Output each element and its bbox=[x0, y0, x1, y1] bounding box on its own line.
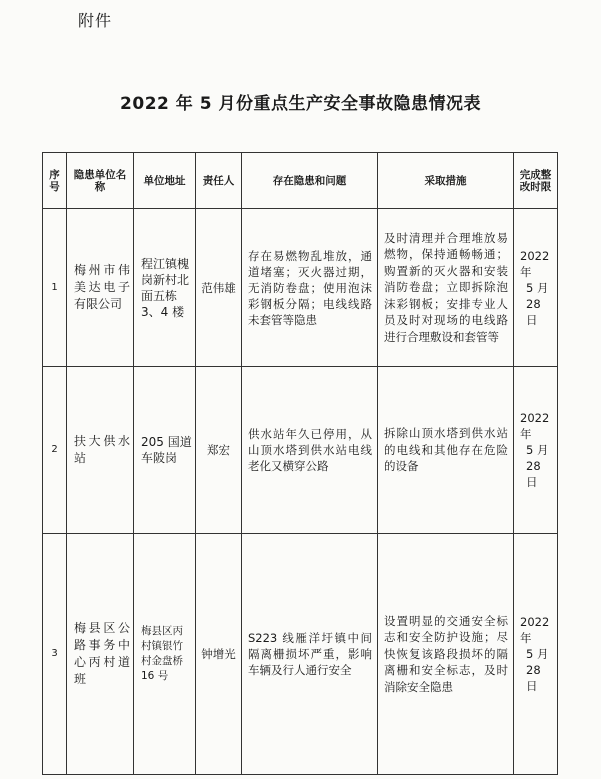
hazard-table bbox=[42, 152, 558, 775]
row-address: 梅县区丙村镇银竹村金盘桥 16 号 bbox=[134, 534, 196, 775]
header-no: 序号 bbox=[43, 153, 67, 209]
row-address: 205 国道车陂岗 bbox=[134, 367, 196, 534]
deadline-year: 2022 年 bbox=[520, 615, 550, 645]
header-deadline: 完成整改时限 bbox=[514, 153, 558, 209]
row-unit: 梅县区公路事务中心丙村道班 bbox=[67, 534, 134, 775]
deadline-month: 5 月 bbox=[526, 647, 549, 661]
deadline-day: 28 日 bbox=[526, 296, 541, 327]
row-no: 2 bbox=[43, 367, 67, 534]
table-row bbox=[43, 367, 558, 534]
row-no: 1 bbox=[43, 209, 67, 367]
header-measure: 采取措施 bbox=[378, 153, 514, 209]
table-row bbox=[43, 209, 558, 367]
row-no: 3 bbox=[43, 534, 67, 775]
header-person: 责任人 bbox=[196, 153, 242, 209]
row-deadline bbox=[514, 209, 558, 367]
row-issue: 存在易燃物乱堆放，通道堵塞；灭火器过期，无消防卷盘；使用泡沫彩钢板分隔；电线线路未套管等隐患 bbox=[242, 209, 378, 367]
deadline-month: 5 月 bbox=[526, 443, 549, 457]
row-issue: S223 线雁洋圩镇中间隔离栅损坏严重，影响车辆及行人通行安全 bbox=[242, 534, 378, 775]
deadline-day: 28 日 bbox=[526, 663, 541, 693]
deadline-year: 2022 年 bbox=[520, 248, 550, 279]
attachment-label: 附件 bbox=[78, 11, 113, 30]
row-person: 范伟雄 bbox=[196, 209, 242, 367]
header-unit: 隐患单位名称 bbox=[67, 153, 134, 209]
page-title: 2022 年 5 月份重点生产安全事故隐患情况表 bbox=[120, 94, 481, 114]
row-issue: 供水站年久已停用，从山顶水塔到供水站电线老化又横穿公路 bbox=[242, 367, 378, 534]
table-header-row bbox=[43, 153, 558, 209]
row-unit: 梅州市伟美达电子有限公司 bbox=[67, 209, 134, 367]
row-person: 钟增光 bbox=[196, 534, 242, 775]
deadline-month: 5 月 bbox=[526, 280, 549, 295]
table-row bbox=[43, 534, 558, 775]
header-issue: 存在隐患和问题 bbox=[242, 153, 378, 209]
row-measure: 拆除山顶水塔到供水站的电线和其他存在危险的设备 bbox=[378, 367, 514, 534]
row-person: 郑宏 bbox=[196, 367, 242, 534]
row-deadline bbox=[514, 534, 558, 775]
row-measure: 设置明显的交通安全标志和安全防护设施；尽快恢复该路段损坏的隔离栅和安全标志，及时消除安全隐患 bbox=[378, 534, 514, 775]
row-deadline bbox=[514, 367, 558, 534]
header-address: 单位地址 bbox=[134, 153, 196, 209]
deadline-day: 28 日 bbox=[526, 459, 541, 489]
row-unit: 扶大供水站 bbox=[67, 367, 134, 534]
deadline-year: 2022 年 bbox=[520, 411, 550, 441]
row-address: 程江镇槐岗新村北面五栋 3、4 楼 bbox=[134, 209, 196, 367]
row-measure: 及时清理并合理堆放易燃物，保持通畅畅通；购置新的灭火器和安装消防卷盘；立即拆除泡沫彩钢板；安排专业人员及时对现场的电线路进行合理敷设和套管等 bbox=[378, 209, 514, 367]
